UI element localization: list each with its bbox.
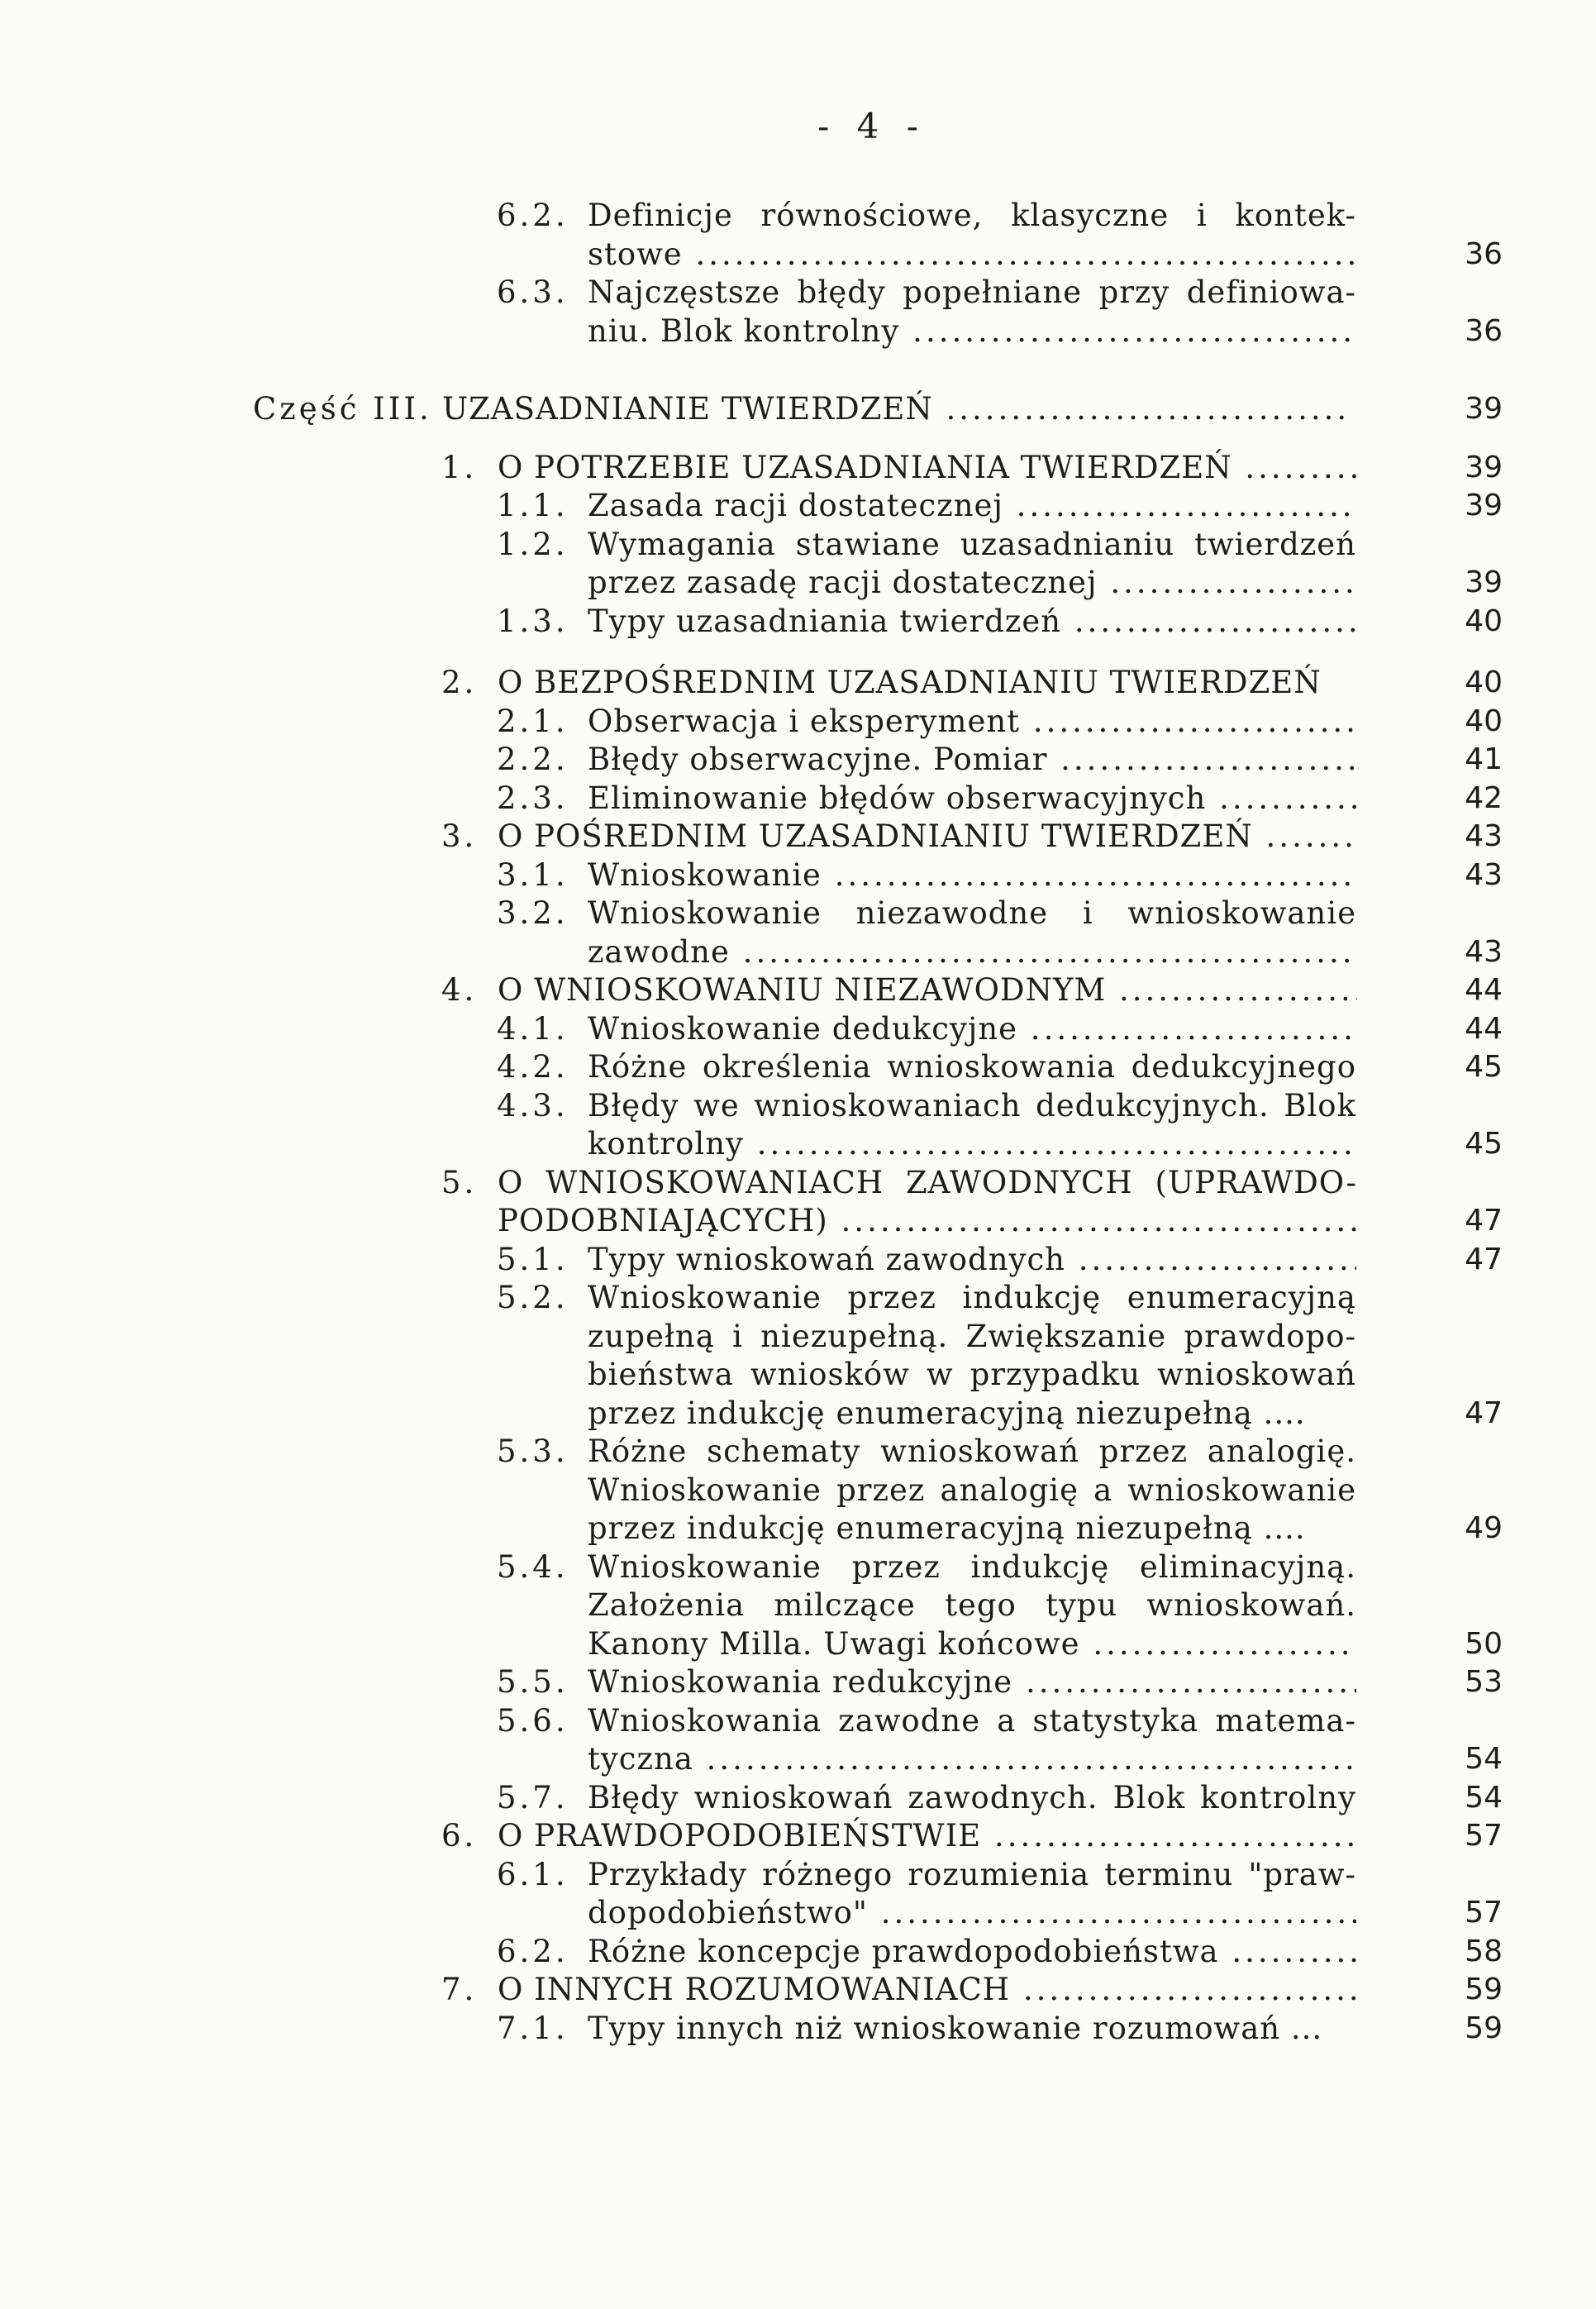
toc-entry-7-1 [0, 2010, 1596, 2049]
toc-title: O WNIOSKOWANIACH ZAWODNYCH (UPRAWDO- [498, 1164, 1357, 1200]
toc-title: przez indukcję enumeracyjną niezupełną .... [588, 1510, 1306, 1546]
toc-page-number: 39 [1465, 489, 1503, 522]
toc-entry-5-2-line-4 [0, 1395, 1596, 1434]
toc-number: 4.2. [497, 1049, 569, 1085]
toc-entry-1-1 [0, 487, 1596, 526]
toc-entry-6-3-line-2 [0, 312, 1596, 351]
toc-page-number: 57 [1465, 1819, 1503, 1853]
toc-title: dopodobieństwo" ..... [588, 1894, 1356, 1933]
toc-entry-5-6 [0, 1702, 1596, 1741]
toc-title: Definicje równościowe, klasyczne i kontek- [588, 198, 1356, 233]
toc-page-number: 39 [1465, 565, 1503, 599]
toc-title: Wnioskowanie przez indukcję enumeracyjną [588, 1280, 1356, 1315]
toc-page-number: 53 [1465, 1665, 1503, 1699]
toc-entry-2-1 [0, 703, 1596, 742]
toc-entry-3-1 [0, 856, 1596, 895]
toc-entry-4-1 [0, 1010, 1596, 1049]
toc-entry-5-2-line-2 [0, 1318, 1596, 1357]
toc-page-number: 59 [1465, 1973, 1503, 2006]
toc-page-number: 40 [1465, 666, 1503, 699]
toc-number: 5.3. [497, 1434, 569, 1469]
toc-entry-4 [0, 971, 1596, 1010]
toc-title: Zasada racji dostatecznej ..... [588, 487, 1356, 526]
toc-title: przez indukcję enumeracyjną niezupełną .... [588, 1395, 1306, 1431]
toc-number: 5.2. [497, 1280, 569, 1315]
toc-title: Najczęstsze błędy popełniane przy definiowa- [588, 274, 1356, 310]
toc-number: 7. [441, 1972, 478, 2007]
toc-title: Wnioskowania zawodne a statystyka matema- [588, 1702, 1356, 1739]
toc-title: Różne określenia wnioskowania dedukcyjnego [588, 1049, 1356, 1085]
toc-title: O BEZPOŚREDNIM UZASADNIANIU TWIERDZEŃ [498, 665, 1322, 700]
toc-entry-1-2-line-2 [0, 564, 1596, 603]
toc-entry-5-1 [0, 1241, 1596, 1280]
toc-title: zawodne ..... [588, 933, 1356, 972]
toc-entry-6-3 [0, 274, 1596, 312]
toc-title: Różne koncepcje prawdopodobieństwa ..... [588, 1933, 1356, 1972]
toc-number: 2. [441, 665, 478, 700]
toc-title: bieństwa wniosków w przypadku wnioskowań [588, 1357, 1356, 1392]
toc-page-number: 54 [1465, 1742, 1503, 1776]
toc-page-number: 40 [1465, 704, 1503, 738]
toc-entry-3-2-line-2 [0, 933, 1596, 972]
toc-entry-3 [0, 818, 1596, 856]
toc-title: O PRAWDOPODOBIEŃSTWIE ..... [498, 1817, 1357, 1856]
toc-entry-5-3-line-3 [0, 1510, 1596, 1548]
toc-title: Obserwacja i eksperyment ..... [588, 703, 1356, 742]
toc-title: Błędy wnioskowań zawodnych. Blok kontrolny [588, 1779, 1356, 1815]
toc-entry-7 [0, 1971, 1596, 2010]
toc-title: zupełną i niezupełną. Zwiększanie prawdopo- [588, 1318, 1356, 1354]
toc-page-number: 40 [1465, 603, 1503, 638]
toc-title: Wnioskowanie ..... [588, 856, 1356, 895]
toc-title: Wnioskowanie przez indukcję eliminacyjną. [588, 1548, 1356, 1585]
toc-entry-6 [0, 1817, 1596, 1856]
toc-entry-5-6-line-2 [0, 1740, 1596, 1779]
toc-title: Eliminowanie błędów obserwacyjnych ..... [588, 780, 1356, 818]
toc-number: Część III. [253, 391, 432, 427]
toc-number: 5.5. [497, 1664, 569, 1700]
toc-number: 6.2. [497, 1933, 569, 1969]
toc-title: Wnioskowania redukcyjne ..... [588, 1663, 1356, 1702]
toc-title: Wnioskowanie przez analogię a wnioskowanie [588, 1472, 1356, 1508]
toc-entry-6-2-line-2 [0, 236, 1596, 274]
toc-entry-4-3-line-2 [0, 1125, 1596, 1164]
toc-page-number: 36 [1465, 313, 1503, 348]
toc-title: Typy uzasadniania twierdzeń ..... [588, 603, 1356, 642]
toc-title: O POTRZEBIE UZASADNIANIA TWIERDZEŃ ..... [498, 449, 1357, 488]
toc-number: 3.1. [497, 856, 569, 893]
toc-entry-1-3 [0, 603, 1596, 642]
toc-number: 2.3. [497, 780, 569, 816]
toc-page-number: 41 [1465, 742, 1503, 776]
toc-page-number: 49 [1465, 1511, 1503, 1545]
toc-entry-6-1 [0, 1856, 1596, 1895]
toc-page-number: 47 [1465, 1204, 1503, 1238]
toc-page-number: 57 [1465, 1896, 1503, 1930]
toc-number: 4.3. [497, 1087, 569, 1123]
toc-entry-5-3-line-2 [0, 1472, 1596, 1510]
toc-title: kontrolny ..... [588, 1125, 1356, 1164]
toc-title: Typy wnioskowań zawodnych ..... [588, 1241, 1356, 1280]
toc-number: 1.3. [497, 603, 569, 639]
toc-entry-1 [0, 449, 1596, 488]
toc-number: 6.1. [497, 1856, 569, 1892]
toc-title: Różne schematy wnioskowań przez analogię. [588, 1434, 1356, 1469]
toc-page-number: 36 [1465, 236, 1503, 271]
toc-entry-5-3 [0, 1433, 1596, 1472]
toc-page-number: 47 [1465, 1395, 1503, 1430]
toc-title: Typy innych niż wnioskowanie rozumowań ... [588, 2010, 1323, 2046]
toc-entry-1-2 [0, 526, 1596, 565]
toc-number: 4.1. [497, 1010, 569, 1047]
toc-number: 6.3. [497, 274, 569, 310]
toc-title: Wnioskowanie dedukcyjne ..... [588, 1010, 1356, 1049]
toc-entry-2-3 [0, 780, 1596, 818]
toc-number: 5.6. [497, 1702, 569, 1739]
toc-title: O INNYCH ROZUMOWANIACH ..... [498, 1971, 1357, 2010]
toc-entry-5-2 [0, 1279, 1596, 1318]
toc-title: O WNIOSKOWANIU NIEZAWODNYM ..... [498, 971, 1357, 1010]
toc-title: Przykłady różnego rozumienia terminu "praw- [588, 1856, 1356, 1892]
toc-number: 5.1. [497, 1241, 569, 1277]
toc-page-number: 44 [1465, 973, 1503, 1007]
toc-page-number: 39 [1465, 392, 1503, 426]
toc-page-number: 43 [1465, 934, 1503, 969]
toc-entry-2 [0, 664, 1596, 703]
toc-entry-5-line-2 [0, 1202, 1596, 1241]
toc-title: Kanony Milla. Uwagi końcowe ..... [588, 1625, 1356, 1664]
toc-page-number: 43 [1465, 857, 1503, 892]
toc-page-number: 39 [1465, 450, 1503, 484]
toc-number: 2.2. [497, 742, 569, 777]
toc-entry-6-2 [0, 197, 1596, 236]
toc-page-number: 44 [1465, 1011, 1503, 1046]
toc-page-number: 50 [1465, 1626, 1503, 1661]
toc-number: 1.1. [497, 488, 569, 523]
toc-title: Błędy we wnioskowaniach dedukcyjnych. Blok [588, 1087, 1356, 1123]
toc-number: 7.1. [497, 2010, 569, 2046]
toc-entry-6-1-line-2 [0, 1894, 1596, 1933]
toc-entry-4-2 [0, 1048, 1596, 1087]
toc-number: 6.2. [497, 198, 569, 233]
toc-title: PODOBNIAJĄCYCH) ..... [498, 1202, 1357, 1241]
table-of-contents [0, 197, 1596, 2048]
toc-number: 6. [441, 1818, 478, 1853]
toc-number: 5.4. [497, 1548, 569, 1585]
toc-page-number: 47 [1465, 1242, 1503, 1276]
toc-number: 5.7. [497, 1779, 569, 1815]
toc-number: 5. [441, 1164, 478, 1200]
toc-page-number: 43 [1465, 819, 1503, 853]
toc-number: 2.1. [497, 703, 569, 739]
toc-title: przez zasadę racji dostatecznej ..... [588, 564, 1356, 603]
toc-entry-2-2 [0, 741, 1596, 780]
toc-title: Założenia milczące tego typu wnioskowań. [588, 1587, 1356, 1623]
toc-page-number: 54 [1465, 1780, 1503, 1815]
toc-title: O POŚREDNIM UZASADNIANIU TWIERDZEŃ ..... [498, 818, 1357, 856]
toc-number: 3. [441, 818, 478, 854]
toc-page-number: 45 [1465, 1050, 1503, 1084]
toc-title: tyczna ..... [588, 1740, 1356, 1779]
toc-title: Wnioskowanie niezawodne i wnioskowanie [588, 895, 1356, 931]
toc-title: niu. Blok kontrolny ..... [588, 312, 1356, 351]
toc-entry-4-3 [0, 1087, 1596, 1126]
page-number: - 4 - [817, 106, 927, 146]
toc-page-number: 59 [1465, 2011, 1503, 2045]
toc-number: 1. [441, 449, 478, 485]
toc-number: 1.2. [497, 526, 569, 562]
toc-entry-5-4 [0, 1548, 1596, 1587]
toc-title: Błędy obserwacyjne. Pomiar ..... [588, 741, 1356, 780]
toc-title: stowe ..... [588, 236, 1356, 274]
toc-page-number: 42 [1465, 780, 1503, 815]
toc-page-number: 58 [1465, 1934, 1503, 1968]
toc-entry-5-4-line-2 [0, 1586, 1596, 1625]
toc-entry-5-4-line-3 [0, 1625, 1596, 1664]
toc-entry-3-2 [0, 894, 1596, 933]
toc-entry-5-5 [0, 1663, 1596, 1702]
toc-number: 4. [441, 972, 478, 1008]
toc-title: Wymagania stawiane uzasadnianiu twierdzeń [588, 526, 1356, 562]
toc-entry-5-7 [0, 1779, 1596, 1818]
toc-entry-5 [0, 1164, 1596, 1203]
toc-entry-5-2-line-3 [0, 1356, 1596, 1395]
toc-entry-czesc-3 [0, 390, 1596, 429]
toc-number: 3.2. [497, 895, 569, 931]
toc-title: UZASADNIANIE TWIERDZEŃ ..... [442, 390, 1351, 429]
toc-page-number: 45 [1465, 1127, 1503, 1161]
toc-entry-6-2b [0, 1933, 1596, 1972]
